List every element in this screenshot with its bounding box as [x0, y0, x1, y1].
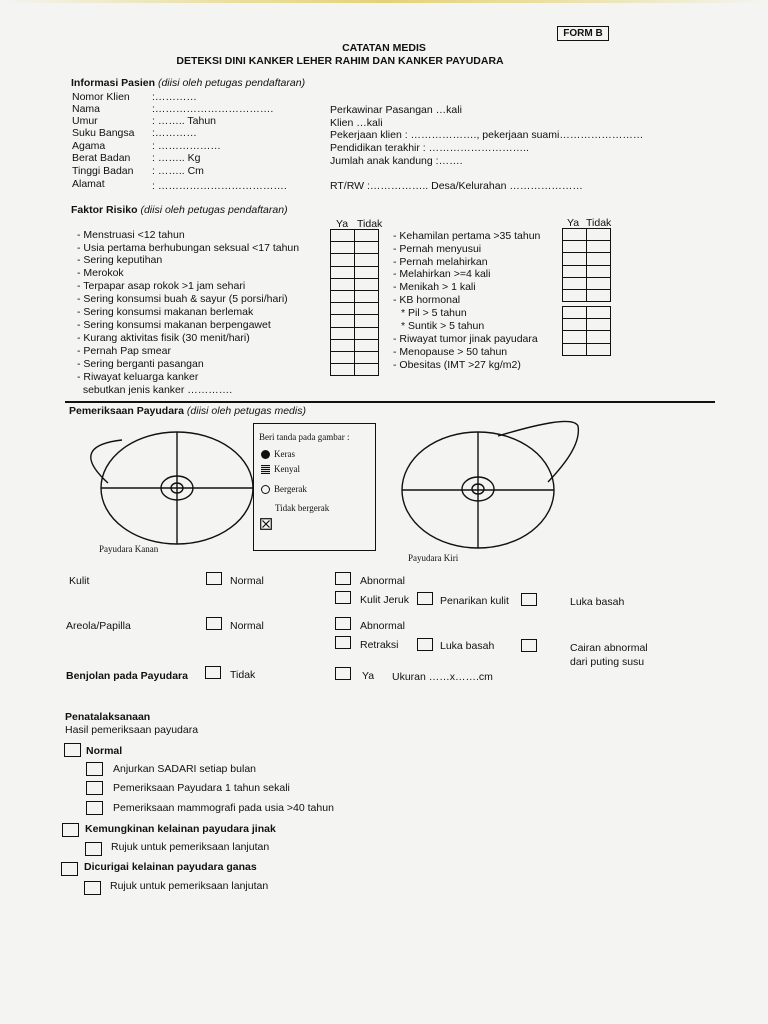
- left-breast-label: Payudara Kiri: [408, 553, 459, 563]
- patient-label: Umur: [72, 115, 98, 127]
- patient-label: Berat Badan: [72, 152, 131, 164]
- management-heading: Penatalaksanaan: [65, 711, 151, 723]
- penarikan-kulit-label: Penarikan kulit: [440, 595, 509, 607]
- risk-ya-checkbox[interactable]: [563, 307, 587, 319]
- risk-grid-row: [563, 319, 611, 331]
- risk-ya-checkbox[interactable]: [563, 241, 587, 253]
- sadari-checkbox[interactable]: [86, 762, 103, 776]
- retraksi-checkbox[interactable]: [335, 636, 351, 649]
- patient-value[interactable]: :…………………………….: [152, 103, 274, 115]
- risk-ya-checkbox[interactable]: [563, 229, 587, 241]
- patient-right-field[interactable]: Jumlah anak kandung :…….: [330, 155, 463, 167]
- risk-grid-row: [331, 242, 379, 254]
- col-ya-right: Ya: [567, 217, 580, 229]
- kulit-label: Kulit: [69, 575, 90, 587]
- jinak-rujuk-label: Rujuk untuk pemeriksaan lanjutan: [111, 841, 270, 853]
- risk-grid-row: [331, 230, 379, 242]
- risk-ya-checkbox[interactable]: [331, 254, 355, 266]
- risk-item: - Pernah melahirkan: [393, 256, 488, 268]
- risk-tidak-checkbox[interactable]: [355, 230, 379, 242]
- risk-item: * Suntik > 5 tahun: [401, 320, 485, 332]
- section-divider: [65, 401, 715, 403]
- benjolan-tidak-label: Tidak: [230, 669, 256, 681]
- risk-tidak-checkbox[interactable]: [587, 241, 611, 253]
- risk-item: - Riwayat keluarga kanker: [77, 371, 199, 383]
- areola-normal-checkbox[interactable]: [206, 617, 222, 630]
- risk-ya-checkbox[interactable]: [331, 303, 355, 315]
- kulit-abnormal-checkbox[interactable]: [335, 572, 351, 585]
- col-ya-left: Ya: [336, 218, 349, 230]
- kulit-luka-basah-checkbox[interactable]: [521, 593, 537, 606]
- risk-item: - Menopause > 50 tahun: [393, 346, 508, 358]
- patient-label: Tinggi Badan: [72, 165, 134, 177]
- patient-value[interactable]: :…………: [152, 127, 197, 139]
- areola-abnormal-checkbox[interactable]: [335, 617, 351, 630]
- risk-item: - Usia pertama berhubungan seksual <17 tahun: [77, 242, 300, 254]
- risk-tidak-checkbox[interactable]: [587, 289, 611, 301]
- risk-ya-checkbox[interactable]: [331, 327, 355, 339]
- risk-close: ): [284, 204, 288, 216]
- form-subtitle: DETEKSI DINI KANKER LEHER RAHIM DAN KANKER PAYUDARA: [176, 55, 504, 67]
- risk-note: (diisi oleh petugas pendaftaran: [140, 204, 285, 216]
- kulit-abnormal-label: Abnormal: [360, 575, 405, 587]
- risk-grid-row: [331, 303, 379, 315]
- risk-ya-checkbox[interactable]: [331, 364, 355, 376]
- risk-ya-checkbox[interactable]: [563, 319, 587, 331]
- risk-item: - Merokok: [77, 267, 124, 279]
- risk-tidak-checkbox[interactable]: [355, 315, 379, 327]
- risk-grid-row: [331, 254, 379, 266]
- risk-item: - Melahirkan >=4 kali: [393, 268, 491, 280]
- patient-value[interactable]: : ………………: [152, 140, 221, 152]
- risk-ya-checkbox[interactable]: [563, 331, 587, 343]
- risk-grid-row: [563, 307, 611, 319]
- benjolan-tidak-checkbox[interactable]: [205, 666, 221, 679]
- penarikan-kulit-checkbox[interactable]: [417, 592, 433, 605]
- sadari-label: Anjurkan SADARI setiap bulan: [113, 763, 256, 775]
- patient-value[interactable]: : ……………………………….: [152, 180, 287, 192]
- risk-checkbox-grid-right-b[interactable]: [562, 306, 611, 356]
- normal-label: Normal: [86, 745, 123, 757]
- breast-diagram-right[interactable]: [70, 418, 270, 548]
- risk-checkbox-grid-left[interactable]: [330, 229, 379, 376]
- risk-item: - Kehamilan pertama >35 tahun: [393, 230, 541, 242]
- patient-info-title: Informasi Pasien: [71, 77, 156, 89]
- patient-label: Agama: [72, 140, 106, 152]
- legend-bergerak: [261, 484, 307, 494]
- jinak-checkbox[interactable]: [62, 823, 79, 837]
- risk-ya-checkbox[interactable]: [331, 339, 355, 351]
- risk-grid-row: [563, 277, 611, 289]
- risk-tidak-checkbox[interactable]: [355, 254, 379, 266]
- risk-grid-row: [331, 339, 379, 351]
- kulit-normal-checkbox[interactable]: [206, 572, 222, 585]
- legend-title: Beri tanda pada gambar :: [259, 432, 350, 442]
- patient-label: Nomor Klien: [72, 91, 130, 103]
- hatched-square-icon: [261, 465, 270, 474]
- risk-item: - Menstruasi <12 tahun: [77, 229, 185, 241]
- cairan-abnormal-checkbox[interactable]: [521, 639, 537, 652]
- risk-tidak-checkbox[interactable]: [587, 307, 611, 319]
- periksa-tahunan-label: Pemeriksaan Payudara 1 tahun sekali: [113, 782, 290, 794]
- areola-normal-label: Normal: [230, 620, 264, 632]
- breast-exam-note: (diisi oleh petugas medis): [186, 405, 306, 417]
- risk-grid-row: [563, 241, 611, 253]
- form-title: CATATAN MEDIS: [342, 42, 426, 54]
- risk-item: * Pil > 5 tahun: [401, 307, 467, 319]
- risk-item: - Menikah > 1 kali: [393, 281, 476, 293]
- risk-tidak-checkbox[interactable]: [587, 331, 611, 343]
- benjolan-ya-label: Ya: [362, 670, 375, 682]
- risk-item: - KB hormonal: [393, 294, 461, 306]
- risk-title: Faktor Risiko: [71, 204, 138, 216]
- risk-item: - Sering konsumsi makanan berpengawet: [77, 319, 271, 331]
- ganas-rujuk-label: Rujuk untuk pemeriksaan lanjutan: [110, 880, 269, 892]
- cairan-label-line2: dari puting susu: [570, 656, 645, 668]
- risk-item: - Kurang aktivitas fisik (30 menit/hari): [77, 332, 250, 344]
- risk-item: - Sering berganti pasangan: [77, 358, 204, 370]
- mammografi-checkbox[interactable]: [86, 801, 103, 815]
- risk-item: sebutkan jenis kanker ………….: [77, 384, 233, 396]
- top-edge: [0, 0, 768, 3]
- risk-grid-row: [563, 331, 611, 343]
- risk-tidak-checkbox[interactable]: [355, 266, 379, 278]
- risk-item: - Riwayat tumor jinak payudara: [393, 333, 538, 345]
- armpit-outline-icon: [91, 440, 122, 483]
- risk-grid-row: [563, 253, 611, 265]
- breast-exam-heading: [69, 405, 306, 417]
- risk-ya-checkbox[interactable]: [331, 278, 355, 290]
- kulit-jeruk-label: Kulit Jeruk: [360, 594, 410, 606]
- risk-item: - Pernah Pap smear: [77, 345, 171, 357]
- legend-keras: [261, 449, 295, 459]
- patient-info-close: ): [301, 77, 306, 89]
- risk-grid-row: [563, 229, 611, 241]
- benjolan-ya-checkbox[interactable]: [335, 667, 351, 680]
- patient-value[interactable]: :…………: [152, 91, 197, 103]
- patient-right-field[interactable]: Pekerjaan klien : ………………., pekerjaan suami……………………: [330, 129, 644, 141]
- patient-value[interactable]: : …….. Tahun: [152, 115, 217, 127]
- ganas-checkbox[interactable]: [61, 862, 78, 876]
- legend-label: Bergerak: [274, 484, 307, 494]
- risk-heading: [71, 204, 288, 216]
- legend-label: Keras: [274, 449, 295, 459]
- benjolan-label: Benjolan pada Payudara: [66, 670, 188, 682]
- risk-grid-row: [563, 343, 611, 355]
- patient-info-heading: [71, 77, 305, 89]
- risk-grid-row: [331, 351, 379, 363]
- crossed-box-icon: [260, 518, 272, 530]
- risk-tidak-checkbox[interactable]: [355, 364, 379, 376]
- risk-tidak-checkbox[interactable]: [587, 253, 611, 265]
- legend-box: [253, 423, 376, 551]
- risk-tidak-checkbox[interactable]: [587, 343, 611, 355]
- areola-abnormal-label: Abnormal: [360, 620, 405, 632]
- risk-grid-row: [331, 266, 379, 278]
- risk-grid-row: [331, 278, 379, 290]
- risk-tidak-checkbox[interactable]: [355, 242, 379, 254]
- areola-label: Areola/Papilla: [66, 620, 131, 632]
- risk-tidak-checkbox[interactable]: [355, 351, 379, 363]
- patient-label: Nama: [72, 103, 101, 115]
- filled-circle-icon: [261, 450, 270, 459]
- form-tag: FORM B: [557, 26, 609, 41]
- legend-tidak-bergerak: Tidak bergerak: [275, 503, 330, 513]
- jinak-label: Kemungkinan kelainan payudara jinak: [85, 823, 276, 835]
- kulit-luka-basah-label: Luka basah: [570, 596, 625, 608]
- cairan-label-line1: Cairan abnormal: [570, 642, 648, 654]
- patient-right-field[interactable]: Klien …kali: [330, 117, 383, 129]
- mammografi-label: Pemeriksaan mammografi pada usia >40 tahun: [113, 802, 334, 814]
- risk-grid-row: [331, 327, 379, 339]
- risk-ya-checkbox[interactable]: [331, 242, 355, 254]
- risk-ya-checkbox[interactable]: [563, 343, 587, 355]
- patient-value[interactable]: : …….. Cm: [152, 165, 204, 177]
- risk-tidak-checkbox[interactable]: [355, 290, 379, 302]
- risk-tidak-checkbox[interactable]: [587, 265, 611, 277]
- risk-tidak-checkbox[interactable]: [355, 327, 379, 339]
- areola-luka-basah-checkbox[interactable]: [417, 638, 433, 651]
- periksa-tahunan-checkbox[interactable]: [86, 781, 103, 795]
- patient-right-field[interactable]: Perkawinar Pasangan …kali: [330, 104, 462, 116]
- areola-luka-basah-label: Luka basah: [440, 640, 495, 652]
- patient-right-field[interactable]: Pendidikan terakhir : ………………………..: [330, 142, 529, 154]
- risk-grid-row: [331, 290, 379, 302]
- col-tidak-left: Tidak: [357, 218, 383, 230]
- col-tidak-right: Tidak: [586, 217, 612, 229]
- risk-ya-checkbox[interactable]: [563, 289, 587, 301]
- risk-tidak-checkbox[interactable]: [587, 229, 611, 241]
- legend-kenyal: [261, 464, 300, 474]
- risk-tidak-checkbox[interactable]: [587, 319, 611, 331]
- breast-exam-title: Pemeriksaan Payudara: [69, 405, 184, 417]
- risk-tidak-checkbox[interactable]: [587, 277, 611, 289]
- retraksi-label: Retraksi: [360, 639, 399, 651]
- risk-ya-checkbox[interactable]: [331, 266, 355, 278]
- risk-ya-checkbox[interactable]: [331, 290, 355, 302]
- patient-info-note: (diisi oleh petugas pendaftaran: [157, 77, 302, 89]
- risk-ya-checkbox[interactable]: [331, 230, 355, 242]
- ganas-rujuk-checkbox[interactable]: [84, 881, 101, 895]
- risk-ya-checkbox[interactable]: [563, 265, 587, 277]
- risk-grid-row: [563, 289, 611, 301]
- risk-item: - Terpapar asap rokok >1 jam sehari: [77, 280, 246, 292]
- risk-grid-row: [331, 364, 379, 376]
- risk-tidak-checkbox[interactable]: [355, 278, 379, 290]
- risk-item: - Sering keputihan: [77, 254, 163, 266]
- risk-grid-row: [331, 315, 379, 327]
- right-breast-label: Payudara Kanan: [99, 544, 159, 554]
- ukuran-field[interactable]: Ukuran ……x…….cm: [392, 671, 493, 683]
- risk-item: - Sering konsumsi buah & sayur (5 porsi/hari): [77, 293, 288, 305]
- risk-ya-checkbox[interactable]: [563, 253, 587, 265]
- patient-value[interactable]: : …….. Kg: [152, 152, 201, 164]
- normal-checkbox[interactable]: [64, 743, 81, 757]
- open-circle-icon: [261, 485, 270, 494]
- patient-label: Suku Bangsa: [72, 127, 135, 139]
- risk-item: - Sering konsumsi makanan berlemak: [77, 306, 254, 318]
- management-subheading: Hasil pemeriksaan payudara: [65, 724, 199, 736]
- jinak-rujuk-checkbox[interactable]: [85, 842, 102, 856]
- legend-label: Kenyal: [274, 464, 300, 474]
- kulit-normal-label: Normal: [230, 575, 264, 587]
- risk-checkbox-grid-right-a[interactable]: [562, 228, 611, 302]
- armpit-outline-icon: [498, 421, 578, 482]
- breast-diagram-left[interactable]: [398, 418, 588, 558]
- risk-ya-checkbox[interactable]: [331, 315, 355, 327]
- kulit-jeruk-checkbox[interactable]: [335, 591, 351, 604]
- address-field[interactable]: RT/RW :…………….. Desa/Kelurahan …………………: [330, 180, 583, 192]
- risk-item: - Pernah menyusui: [393, 243, 482, 255]
- patient-label: Alamat: [72, 178, 105, 190]
- risk-grid-row: [563, 265, 611, 277]
- risk-tidak-checkbox[interactable]: [355, 339, 379, 351]
- risk-tidak-checkbox[interactable]: [355, 303, 379, 315]
- risk-ya-checkbox[interactable]: [563, 277, 587, 289]
- risk-ya-checkbox[interactable]: [331, 351, 355, 363]
- ganas-label: Dicurigai kelainan payudara ganas: [84, 861, 257, 873]
- risk-item: - Obesitas (IMT >27 kg/m2): [393, 359, 521, 371]
